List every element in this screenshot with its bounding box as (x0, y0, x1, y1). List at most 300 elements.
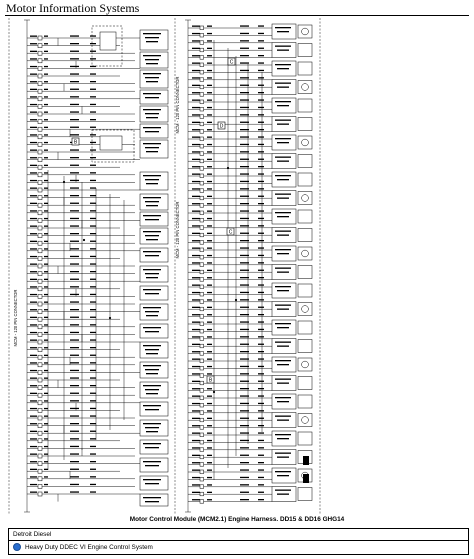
relay-symbol (100, 136, 122, 150)
label-glyph (240, 366, 249, 367)
label-glyph (146, 431, 158, 432)
label-glyph (258, 477, 264, 478)
splice-dot (109, 317, 111, 319)
label-glyph (207, 373, 212, 374)
pin-terminal (200, 248, 204, 252)
label-glyph (90, 309, 96, 310)
label-glyph (277, 216, 289, 217)
label-glyph (70, 127, 79, 128)
label-glyph (192, 455, 200, 456)
label-glyph (277, 142, 289, 143)
label-glyph (192, 211, 200, 212)
label-glyph (192, 277, 200, 278)
label-glyph (192, 314, 200, 315)
label-glyph (240, 129, 249, 130)
label-glyph (30, 150, 37, 151)
label-glyph (192, 499, 200, 500)
label-glyph (192, 433, 200, 434)
label-glyph (240, 218, 249, 219)
label-glyph (90, 142, 96, 143)
label-glyph (240, 136, 249, 137)
pin-terminal (38, 431, 42, 435)
pin-terminal (200, 33, 204, 37)
label-glyph (277, 124, 289, 125)
splice-dot (213, 391, 215, 393)
label-glyph (30, 142, 37, 143)
label-glyph (258, 410, 264, 411)
label-glyph (44, 89, 48, 90)
label-glyph (207, 114, 212, 115)
pin-terminal (200, 233, 204, 237)
label-glyph (258, 151, 264, 152)
label-glyph (207, 499, 212, 500)
label-glyph (240, 114, 249, 115)
label-glyph (192, 92, 200, 93)
label-glyph (207, 255, 212, 256)
label-glyph (145, 409, 159, 410)
pin-terminal (38, 492, 42, 496)
label-glyph (240, 432, 249, 433)
sensor-symbol-circle (302, 417, 309, 424)
label-glyph (207, 248, 212, 249)
label-glyph (192, 270, 200, 271)
label-glyph (145, 501, 159, 502)
label-glyph (275, 323, 291, 324)
label-glyph (90, 187, 96, 188)
label-glyph (30, 378, 37, 379)
label-glyph (70, 43, 79, 44)
label-glyph (192, 240, 200, 241)
label-glyph (30, 332, 37, 333)
label-glyph (240, 203, 249, 204)
label-glyph (146, 205, 158, 206)
pin-terminal (200, 329, 204, 333)
label-glyph (275, 434, 291, 435)
label-glyph (207, 477, 212, 478)
label-glyph (145, 147, 159, 148)
label-glyph (70, 35, 79, 36)
pin-terminal (38, 234, 42, 238)
label-glyph (258, 196, 264, 197)
pin-terminal (38, 51, 42, 55)
label-glyph (258, 418, 264, 419)
label-glyph (90, 469, 96, 470)
label-glyph (192, 181, 200, 182)
label-glyph (192, 425, 200, 426)
label-glyph (143, 497, 161, 498)
pin-terminal (200, 322, 204, 326)
pin-terminal (38, 74, 42, 78)
label-glyph (90, 385, 96, 386)
pin-terminal (38, 44, 42, 48)
label-glyph (143, 175, 161, 176)
label-glyph (277, 105, 289, 106)
label-glyph (240, 292, 249, 293)
label-glyph (240, 344, 249, 345)
label-glyph (240, 181, 249, 182)
label-glyph (240, 455, 249, 456)
label-glyph (240, 499, 249, 500)
pin-terminal (38, 325, 42, 329)
pin-terminal (38, 310, 42, 314)
pin-terminal (200, 352, 204, 356)
label-glyph (44, 378, 48, 379)
pin-terminal (38, 218, 42, 222)
sensor-symbol (298, 432, 312, 445)
label-glyph (143, 55, 161, 56)
label-glyph (30, 256, 37, 257)
label-glyph (275, 471, 291, 472)
label-glyph (258, 62, 264, 63)
label-glyph (240, 418, 249, 419)
label-glyph (30, 492, 37, 493)
label-glyph (258, 210, 264, 211)
pin-terminal (200, 359, 204, 363)
label-glyph (44, 454, 48, 455)
label-glyph (240, 92, 249, 93)
left-connector-label: MCM - 120 PIN CONNECTOR (13, 289, 18, 347)
label-glyph (44, 165, 48, 166)
label-glyph (207, 366, 212, 367)
label-glyph (90, 66, 96, 67)
pin-terminal (38, 393, 42, 397)
pin-terminal (38, 446, 42, 450)
label-glyph (192, 351, 200, 352)
label-glyph (145, 219, 159, 220)
label-glyph (207, 388, 212, 389)
label-glyph (70, 431, 79, 432)
label-glyph (143, 197, 161, 198)
label-glyph (90, 203, 96, 204)
label-glyph (240, 425, 249, 426)
pin-terminal (38, 386, 42, 390)
label-glyph (258, 107, 264, 108)
label-glyph (44, 370, 48, 371)
label-glyph (258, 218, 264, 219)
label-glyph (207, 166, 212, 167)
label-glyph (44, 96, 48, 97)
label-glyph (207, 351, 212, 352)
label-glyph (143, 365, 161, 366)
label-glyph (275, 46, 291, 47)
label-glyph (192, 63, 200, 64)
pin-terminal (200, 337, 204, 341)
pin-terminal (200, 181, 204, 185)
pin-terminal (200, 485, 204, 489)
sensor-symbol-circle (302, 84, 309, 91)
label-glyph (30, 172, 37, 173)
label-glyph (258, 321, 264, 322)
label-glyph (44, 203, 48, 204)
label-glyph (277, 253, 289, 254)
label-glyph (240, 336, 249, 337)
label-glyph (90, 149, 96, 150)
label-glyph (90, 96, 96, 97)
label-glyph (207, 440, 212, 441)
label-glyph (275, 120, 291, 121)
pin-terminal (200, 455, 204, 459)
splice-dot (235, 299, 237, 301)
label-glyph (145, 389, 159, 390)
label-glyph (90, 271, 96, 272)
label-glyph (143, 423, 161, 424)
pin-terminal (200, 315, 204, 319)
label-glyph (275, 83, 291, 84)
pin-terminal (200, 48, 204, 52)
pin-terminal (200, 440, 204, 444)
pin-terminal (200, 241, 204, 245)
pin-terminal (200, 263, 204, 267)
label-glyph (240, 166, 249, 167)
pin-terminal (38, 408, 42, 412)
pin-terminal (38, 211, 42, 215)
label-glyph (90, 218, 96, 219)
label-glyph (207, 299, 212, 300)
label-glyph (90, 438, 96, 439)
label-glyph (192, 285, 200, 286)
label-glyph (207, 203, 212, 204)
label-glyph (275, 397, 291, 398)
label-glyph (30, 134, 37, 135)
label-glyph (143, 405, 161, 406)
pin-terminal (38, 112, 42, 116)
label-glyph (70, 134, 79, 135)
label-glyph (207, 277, 212, 278)
label-glyph (70, 225, 79, 226)
sensor-symbol (298, 266, 312, 279)
sensor-symbol-circle (302, 195, 309, 202)
label-glyph (145, 369, 159, 370)
pin-terminal (200, 137, 204, 141)
label-glyph (44, 446, 48, 447)
label-glyph (90, 73, 96, 74)
label-glyph (240, 85, 249, 86)
label-glyph (192, 77, 200, 78)
label-glyph (192, 233, 200, 234)
label-glyph (258, 85, 264, 86)
pin-terminal (38, 135, 42, 139)
label-glyph (258, 188, 264, 189)
label-glyph (192, 336, 200, 337)
label-glyph (90, 347, 96, 348)
pin-terminal (38, 196, 42, 200)
pin-terminal (38, 272, 42, 276)
pin-terminal (38, 203, 42, 207)
footer-document-link[interactable] (13, 543, 153, 551)
label-glyph (90, 111, 96, 112)
label-glyph (70, 324, 79, 325)
label-glyph (30, 416, 37, 417)
label-glyph (70, 362, 79, 363)
label-glyph (192, 129, 200, 130)
label-glyph (145, 331, 159, 332)
label-glyph (90, 294, 96, 295)
label-glyph (240, 77, 249, 78)
label-glyph (90, 35, 96, 36)
label-glyph (70, 203, 79, 204)
label-glyph (70, 339, 79, 340)
label-glyph (70, 248, 79, 249)
label-glyph (277, 327, 289, 328)
pin-terminal (200, 100, 204, 104)
pin-terminal (200, 122, 204, 126)
label-glyph (30, 264, 37, 265)
label-glyph (277, 346, 289, 347)
label-glyph (207, 329, 212, 330)
label-glyph (30, 393, 37, 394)
label-glyph (240, 173, 249, 174)
label-glyph (240, 492, 249, 493)
label-glyph (275, 453, 291, 454)
label-glyph (275, 157, 291, 158)
label-glyph (30, 112, 37, 113)
pin-terminal (200, 56, 204, 60)
label-glyph (240, 358, 249, 359)
label-glyph (258, 277, 264, 278)
label-glyph (240, 299, 249, 300)
label-glyph (207, 70, 212, 71)
label-glyph (275, 194, 291, 195)
label-glyph (192, 225, 200, 226)
label-glyph (192, 462, 200, 463)
pin-terminal (200, 448, 204, 452)
label-glyph (207, 144, 212, 145)
label-glyph (143, 109, 161, 110)
label-glyph (44, 484, 48, 485)
label-glyph (240, 395, 249, 396)
label-glyph (90, 393, 96, 394)
label-glyph (90, 446, 96, 447)
label-glyph (90, 423, 96, 424)
label-glyph (70, 73, 79, 74)
label-glyph (207, 470, 212, 471)
pin-terminal (38, 332, 42, 336)
pin-terminal (38, 36, 42, 40)
label-glyph (70, 408, 79, 409)
label-glyph (258, 344, 264, 345)
label-glyph (44, 188, 48, 189)
pin-terminal (200, 307, 204, 311)
label-glyph (207, 181, 212, 182)
label-glyph (70, 157, 79, 158)
pin-terminal (38, 355, 42, 359)
label-glyph (30, 157, 37, 158)
label-glyph (240, 381, 249, 382)
label-glyph (90, 263, 96, 264)
pin-terminal (200, 403, 204, 407)
label-glyph (258, 455, 264, 456)
label-glyph (30, 210, 37, 211)
label-glyph (30, 454, 37, 455)
label-glyph (70, 469, 79, 470)
pin-terminal (200, 70, 204, 74)
wiring-diagram (0, 16, 474, 514)
label-glyph (277, 383, 289, 384)
label-glyph (90, 233, 96, 234)
splice-dot (83, 239, 85, 241)
label-glyph (192, 114, 200, 115)
label-glyph (240, 233, 249, 234)
label-glyph (70, 332, 79, 333)
component-block (140, 70, 168, 88)
label-glyph (30, 370, 37, 371)
label-glyph (70, 317, 79, 318)
label-glyph (44, 172, 48, 173)
label-glyph (30, 36, 37, 37)
label-glyph (275, 249, 291, 250)
label-glyph (90, 332, 96, 333)
pin-terminal (38, 477, 42, 481)
pin-terminal (38, 340, 42, 344)
label-glyph (44, 256, 48, 257)
label-glyph (145, 131, 159, 132)
label-glyph (145, 447, 159, 448)
label-glyph (70, 51, 79, 52)
label-glyph (30, 180, 37, 181)
pin-terminal (38, 484, 42, 488)
sensor-symbol (298, 395, 312, 408)
pin-terminal (38, 317, 42, 321)
label-glyph (44, 134, 48, 135)
label-glyph (207, 447, 212, 448)
pin-terminal (38, 188, 42, 192)
label-glyph (143, 289, 161, 290)
splice-dot (63, 181, 65, 183)
label-glyph (207, 240, 212, 241)
label-glyph (258, 307, 264, 308)
label-glyph (70, 476, 79, 477)
pin-terminal (38, 439, 42, 443)
pin-terminal (38, 241, 42, 245)
label-glyph (258, 129, 264, 130)
label-glyph (277, 420, 289, 421)
label-glyph (207, 270, 212, 271)
label-glyph (44, 355, 48, 356)
label-glyph (207, 174, 212, 175)
label-glyph (90, 256, 96, 257)
label-glyph (30, 317, 37, 318)
label-glyph (44, 66, 48, 67)
pin-terminal (38, 120, 42, 124)
label-glyph (30, 400, 37, 401)
label-glyph (30, 286, 37, 287)
svg-text:B: B (208, 377, 213, 384)
label-glyph (44, 58, 48, 59)
label-glyph (258, 225, 264, 226)
label-glyph (90, 453, 96, 454)
label-glyph (70, 415, 79, 416)
label-glyph (275, 268, 291, 269)
label-glyph (70, 210, 79, 211)
label-glyph (240, 62, 249, 63)
label-glyph (207, 484, 212, 485)
label-glyph (70, 256, 79, 257)
pin-terminal (200, 463, 204, 467)
label-glyph (90, 134, 96, 135)
label-glyph (207, 129, 212, 130)
label-glyph (90, 279, 96, 280)
label-glyph (258, 351, 264, 352)
label-glyph (44, 469, 48, 470)
label-glyph (70, 301, 79, 302)
pin-terminal (200, 159, 204, 163)
pin-terminal (200, 174, 204, 178)
label-glyph (240, 122, 249, 123)
label-glyph (207, 196, 212, 197)
label-glyph (192, 418, 200, 419)
label-glyph (192, 48, 200, 49)
label-glyph (146, 151, 158, 152)
